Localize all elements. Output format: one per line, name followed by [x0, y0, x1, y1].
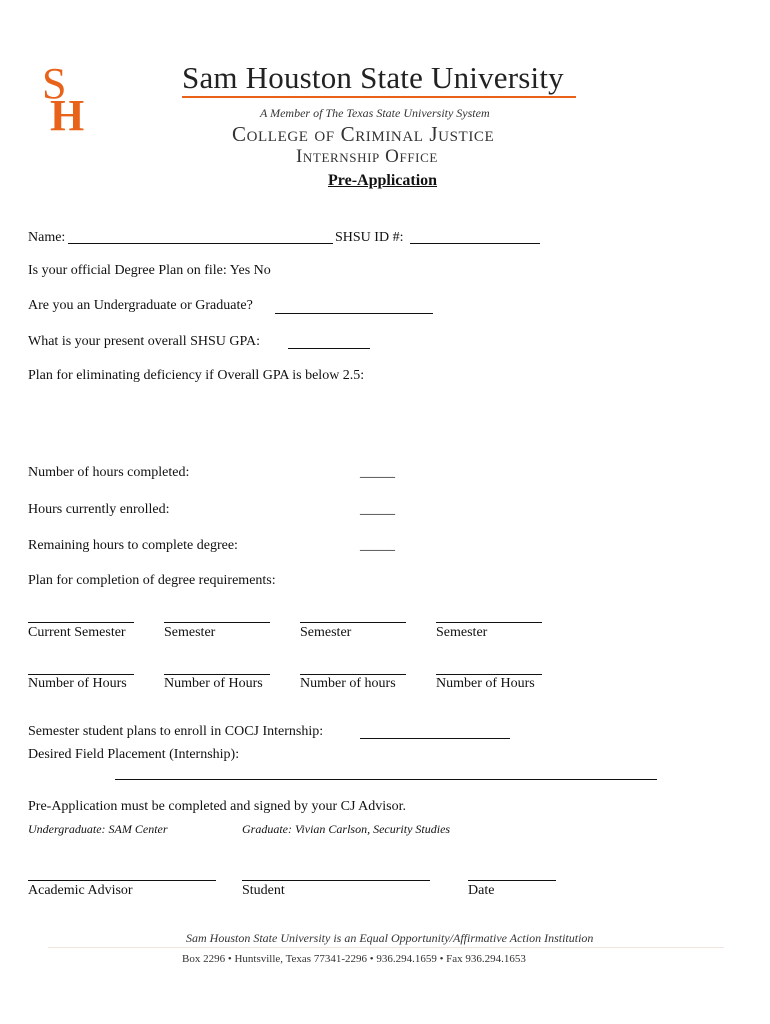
header-rule — [182, 96, 576, 98]
hours-remaining-field[interactable]: _____ — [360, 538, 395, 553]
deficiency-question: Plan for eliminating deficiency if Overall GPA is below 2.5: — [28, 368, 365, 383]
office-name: Internship Office — [296, 146, 438, 167]
advisor-notice: Pre-Application must be completed and signed by your CJ Advisor. — [28, 799, 406, 814]
hours-field-1[interactable] — [28, 674, 134, 675]
student-label: Student — [242, 883, 285, 898]
advisor-signature-field[interactable] — [28, 880, 216, 881]
hours-label-2: Number of Hours — [164, 676, 263, 691]
semester-label-4: Semester — [436, 625, 488, 640]
grad-note: Graduate: Vivian Carlson, Security Studies — [242, 822, 451, 836]
semester-field-4[interactable] — [436, 622, 542, 623]
enroll-semester-field[interactable] — [360, 738, 510, 739]
shsu-id-field[interactable] — [410, 243, 540, 244]
hours-field-4[interactable] — [436, 674, 542, 675]
name-field[interactable] — [68, 243, 333, 244]
level-field[interactable] — [275, 313, 433, 314]
completion-plan-label: Plan for completion of degree requirements: — [28, 573, 276, 588]
eeo-statement: Sam Houston State University is an Equal Opportunity/Affirmative Action Institution — [186, 931, 594, 945]
hours-field-3[interactable] — [300, 674, 406, 675]
student-signature-field[interactable] — [242, 880, 430, 881]
date-field[interactable] — [468, 880, 556, 881]
advisor-label: Academic Advisor — [28, 883, 133, 898]
degree-plan-question: Is your official Degree Plan on file: Yes No — [28, 263, 271, 278]
semester-label-2: Semester — [164, 625, 216, 640]
member-line: A Member of The Texas State University System — [260, 106, 490, 120]
semester-field-1[interactable] — [28, 622, 134, 623]
semester-field-2[interactable] — [164, 622, 270, 623]
university-logo — [40, 60, 110, 132]
hours-remaining-label: Remaining hours to complete degree: — [28, 538, 238, 553]
hours-label-3: Number of hours — [300, 676, 396, 691]
semester-field-3[interactable] — [300, 622, 406, 623]
footer-address: Box 2296 • Huntsville, Texas 77341-2296 • 936.294.1659 • Fax 936.294.1653 — [182, 953, 526, 965]
svg-text:S: S — [42, 60, 67, 108]
shsu-id-label: SHSU ID #: — [335, 230, 404, 245]
undergrad-note: Undergraduate: SAM Center — [28, 822, 168, 836]
gpa-question: What is your present overall SHSU GPA: — [28, 334, 261, 349]
hours-label-4: Number of Hours — [436, 676, 535, 691]
hours-completed-field[interactable]: _____ — [360, 465, 395, 480]
semester-label-3: Semester — [300, 625, 352, 640]
footer-rule — [48, 947, 724, 948]
enroll-semester-label: Semester student plans to enroll in COCJ Internship: — [28, 724, 324, 739]
semester-label-1: Current Semester — [28, 625, 126, 640]
placement-field[interactable] — [115, 779, 657, 780]
college-name: College of Criminal Justice — [232, 122, 495, 146]
level-question: Are you an Undergraduate or Graduate? — [28, 298, 253, 313]
university-name: Sam Houston State University — [182, 60, 564, 95]
hours-label-1: Number of Hours — [28, 676, 127, 691]
hours-field-2[interactable] — [164, 674, 270, 675]
hours-enrolled-label: Hours currently enrolled: — [28, 502, 170, 517]
name-label: Name: — [28, 230, 66, 245]
hours-enrolled-field[interactable]: _____ — [360, 502, 395, 517]
placement-label: Desired Field Placement (Internship): — [28, 747, 240, 762]
hours-completed-label: Number of hours completed: — [28, 465, 190, 480]
svg-text:H: H — [50, 91, 85, 132]
gpa-field[interactable] — [288, 348, 370, 349]
date-label: Date — [468, 883, 495, 898]
form-title: Pre-Application — [328, 172, 438, 189]
